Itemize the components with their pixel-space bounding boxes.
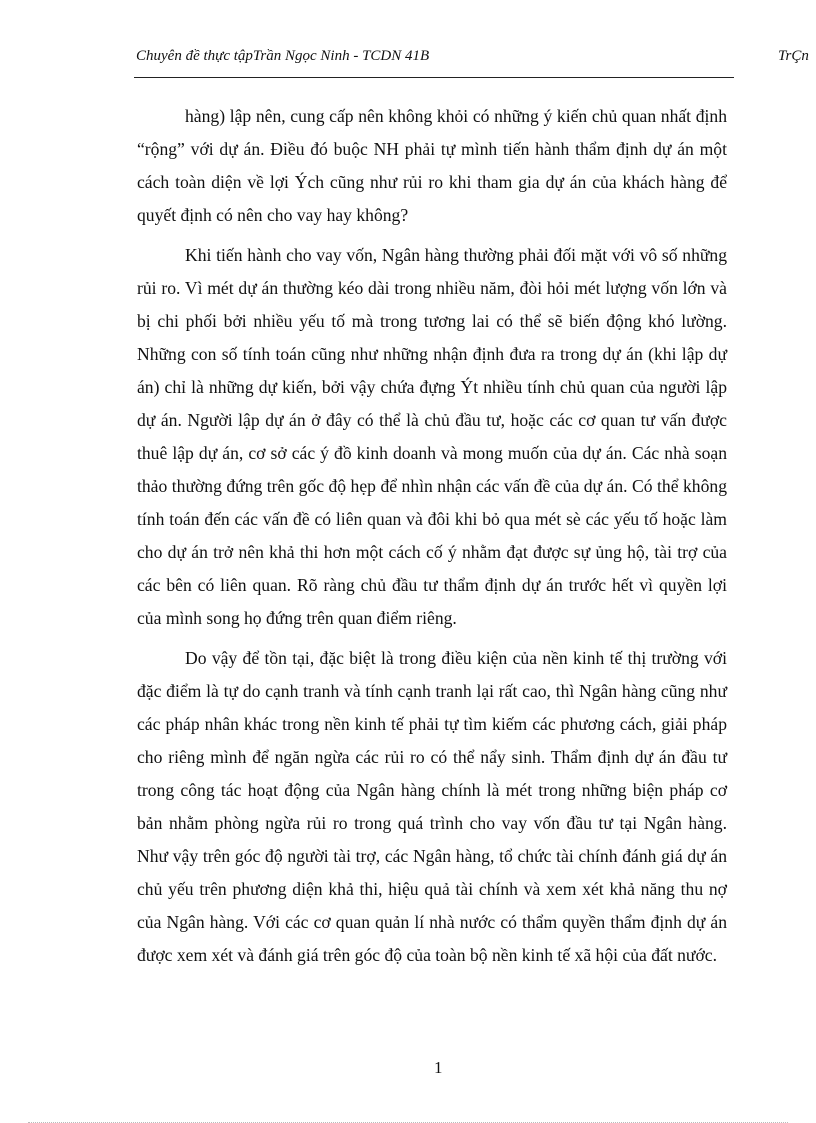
paragraph-2: Khi tiến hành cho vay vốn, Ngân hàng thường phải đối mặt với vô số những rủi ro. Vì mét dự án thường kéo dài trong nhiều năm, đòi hỏi mét lượng vốn lớn và bị chi phối bởi nhiều yếu tố mà trong tương lai có thể sẽ biến động khó lường. Những con số tính toán cũng như những nhận định đưa ra trong dự án (khi lập dự án) chỉ là những dự kiến, bởi vậy chứa đựng Ýt nhiều tính chủ quan của người lập dự án. Người lập dự án ở đây có thể là chủ đầu tư, hoặc các cơ quan tư vấn được thuê lập dự án, cơ sở các ý đồ kinh doanh và mong muốn của dự án. Các nhà soạn thảo thường đứng trên gốc độ hẹp để nhìn nhận các vấn đề của dự án. Có thể không tính toán đến các vấn đề có liên quan và đôi khi bỏ qua mét sè các yếu tố hoặc làm cho dự án trở nên khả thi hơn một cách cố ý nhằm đạt được sự ủng hộ, tài trợ của các bên có liên quan. Rõ ràng chủ đầu tư thẩm định dự án trước hết vì quyền lợi của mình song họ đứng trên quan điểm riêng. bbox=[137, 245, 727, 628]
header-rule bbox=[134, 77, 734, 78]
header-author-fragment: TrÇn bbox=[778, 48, 809, 64]
document-body bbox=[137, 100, 727, 979]
paragraph-1: hàng) lập nên, cung cấp nên không khỏi có những ý kiến chủ quan nhất định “rộng” với dự án. Điều đó buộc NH phải tự mình tiến hành thẩm định dự án một cách toàn diện về lợi Ých cũng như rủi ro khi tham gia dự án của khách hàng để quyết định có nên cho vay hay không? bbox=[137, 106, 727, 225]
paragraph-3: Do vậy để tồn tại, đặc biệt là trong điều kiện của nền kinh tế thị trường với đặc điểm là tự do cạnh tranh và tính cạnh tranh lại rất cao, thì Ngân hàng cũng như các pháp nhân khác trong nền kinh tế phải tự tìm kiếm các phương cách, giải pháp cho riêng mình để ngăn ngừa các rủi ro có thể nẩy sinh. Thẩm định dự án đầu tư trong công tác hoạt động của Ngân hàng chính là mét trong những biện pháp cơ bản nhằm phòng ngừa rủi ro trong quá trình cho vay vốn đầu tư tại Ngân hàng. Như vậy trên góc độ người tài trợ, các Ngân hàng, tổ chức tài chính đánh giá dự án chủ yếu trên phương diện khả thi, hiệu quả tài chính và xem xét khả năng thu nợ của Ngân hàng. Với các cơ quan quản lí nhà nước có thẩm quyền thẩm định dự án được xem xét và đánh giá trên góc độ của toàn bộ nền kinh tế xã hội của đất nước. bbox=[137, 648, 727, 965]
page-header bbox=[136, 48, 816, 70]
page-number: 1 bbox=[434, 1058, 443, 1077]
header-title: Chuyên đề thực tậpTrần Ngọc Ninh - TCDN 41B bbox=[136, 48, 430, 64]
